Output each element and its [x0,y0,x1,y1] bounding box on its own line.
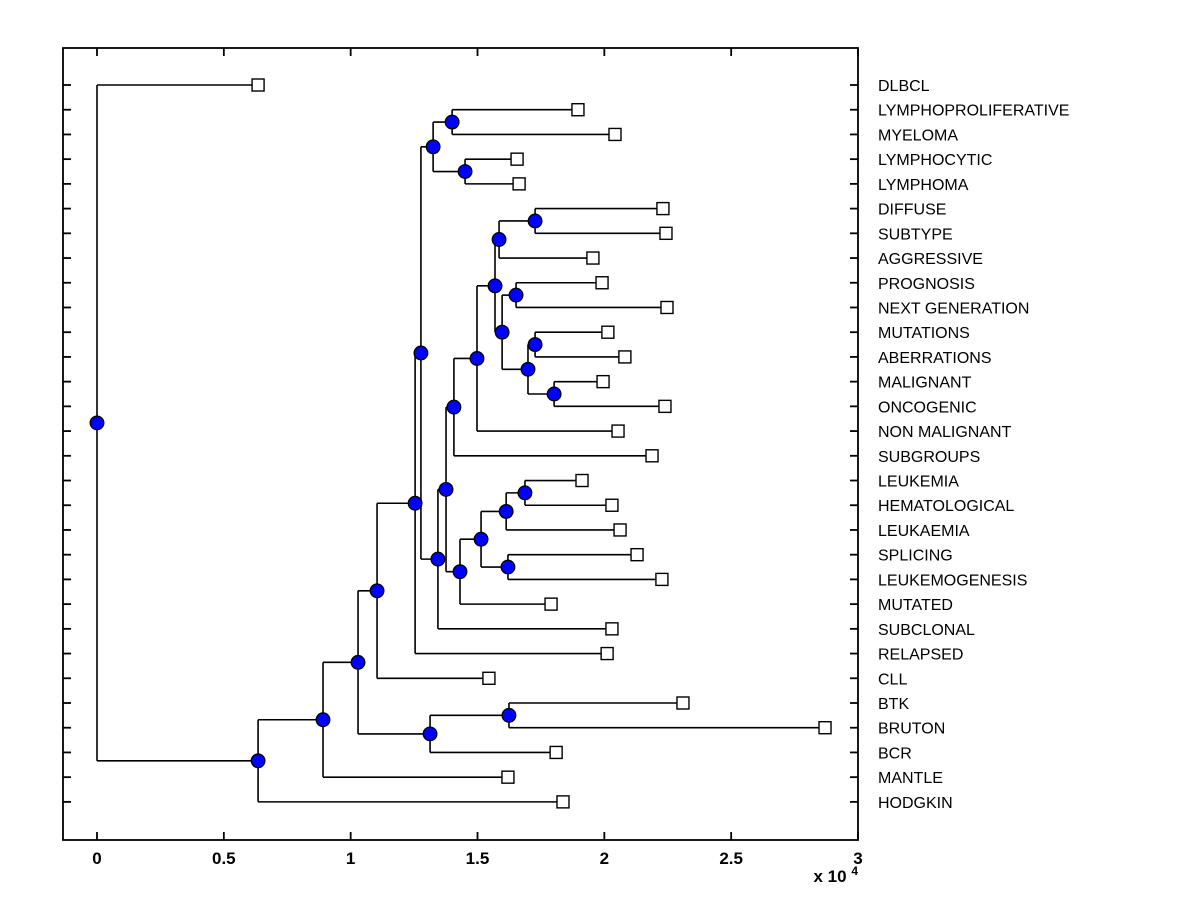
merge-node-marker [453,565,467,579]
leaf-label: AGGRESSIVE [878,251,983,269]
leaf-marker [601,648,613,660]
leaf-marker [612,425,624,437]
merge-node-marker [445,115,459,129]
leaf-marker [513,178,525,190]
x-axis-tick-label: 1.5 [465,849,490,868]
leaf-marker [550,746,562,758]
merge-node-marker [495,325,509,339]
merge-node-marker [547,387,561,401]
merge-node-marker [251,754,265,768]
leaf-marker [602,326,614,338]
leaf-marker [587,252,599,264]
leaf-label: NON MALIGNANT [878,424,1012,442]
merge-node-marker [351,656,365,670]
merge-node-marker [528,214,542,228]
leaf-label: SPLICING [878,547,953,565]
leaf-marker [614,524,626,536]
leaf-marker [661,301,673,313]
leaf-marker [819,722,831,734]
merge-node-marker [370,584,384,598]
leaf-marker [619,351,631,363]
merge-node-marker [492,233,506,247]
leaf-marker [609,128,621,140]
leaf-marker [606,623,618,635]
leaf-label: LYMPHOMA [878,176,969,194]
leaf-label: MYELOMA [878,127,959,145]
merge-node-marker [470,352,484,366]
merge-node-marker [423,727,437,741]
x-axis-tick-label: 3 [853,849,863,868]
leaf-label: HODGKIN [878,794,953,812]
leaf-marker [576,475,588,487]
leaf-marker [511,153,523,165]
merge-node-marker [509,288,523,302]
leaf-marker [252,79,264,91]
x-axis-tick-label: 2 [599,849,610,868]
leaf-marker [483,672,495,684]
leaf-marker [597,376,609,388]
x-axis-tick-label: 2.5 [719,849,743,868]
leaf-marker [677,697,689,709]
leaf-label: SUBCLONAL [878,621,975,639]
leaf-marker [631,549,643,561]
merge-node-marker [447,400,461,414]
merge-node-marker [501,560,515,574]
merge-node-marker [528,338,542,352]
leaf-label: MUTATIONS [878,325,970,343]
leaf-label: LEUKEMOGENESIS [878,572,1028,590]
merge-node-marker [502,709,516,723]
leaf-marker [545,598,557,610]
leaf-label: MUTATED [878,597,953,615]
merge-node-marker [458,165,472,179]
x-axis-tick-label: 0.5 [212,849,236,868]
merge-node-marker [521,362,535,376]
leaf-marker [596,277,608,289]
x-axis-tick-label: 0 [92,849,102,868]
leaf-marker [657,203,669,215]
leaf-label: SUBGROUPS [878,448,981,466]
leaf-marker [606,499,618,511]
leaf-label: CLL [878,671,908,689]
leaf-label: ONCOGENIC [878,399,977,417]
leaf-label: RELAPSED [878,646,964,664]
merge-node-marker [439,483,453,497]
leaf-marker [646,450,658,462]
leaf-label: LYMPHOPROLIFERATIVE [878,102,1070,120]
merge-node-marker [408,496,422,510]
axis-multiplier-label: x 10 $^4$ [813,864,858,886]
leaf-marker [502,771,514,783]
leaf-label: BCR [878,745,912,763]
leaf-label: LYMPHOCYTIC [878,152,993,170]
leaf-label: MALIGNANT [878,374,972,392]
leaf-marker [656,573,668,585]
merge-node-marker [90,416,104,430]
merge-node-marker [488,279,502,293]
leaf-marker [572,104,584,116]
leaf-label: SUBTYPE [878,226,953,244]
leaf-label: BRUTON [878,720,946,738]
merge-node-marker [426,140,440,154]
leaf-label: DLBCL [878,78,930,95]
leaf-label: LEUKEMIA [878,473,959,491]
merge-node-marker [499,505,513,519]
merge-node-marker [431,552,445,566]
leaf-label: DIFFUSE [878,201,947,219]
x-axis-tick-label: 1 [345,849,356,868]
leaf-marker [660,227,672,239]
leaf-label: BTK [878,696,910,713]
merge-node-marker [474,532,488,546]
leaf-label: NEXT GENERATION [878,300,1030,318]
leaf-label: MANTLE [878,770,943,788]
merge-node-marker [316,713,330,727]
leaf-label: LEUKAEMIA [878,522,970,540]
leaf-label: ABERRATIONS [878,349,992,367]
leaf-label: PROGNOSIS [878,275,975,293]
leaf-label: HEMATOLOGICAL [878,498,1015,516]
leaf-marker [659,400,671,412]
merge-node-marker [414,346,428,360]
merge-node-marker [518,486,532,500]
leaf-marker [557,796,569,808]
